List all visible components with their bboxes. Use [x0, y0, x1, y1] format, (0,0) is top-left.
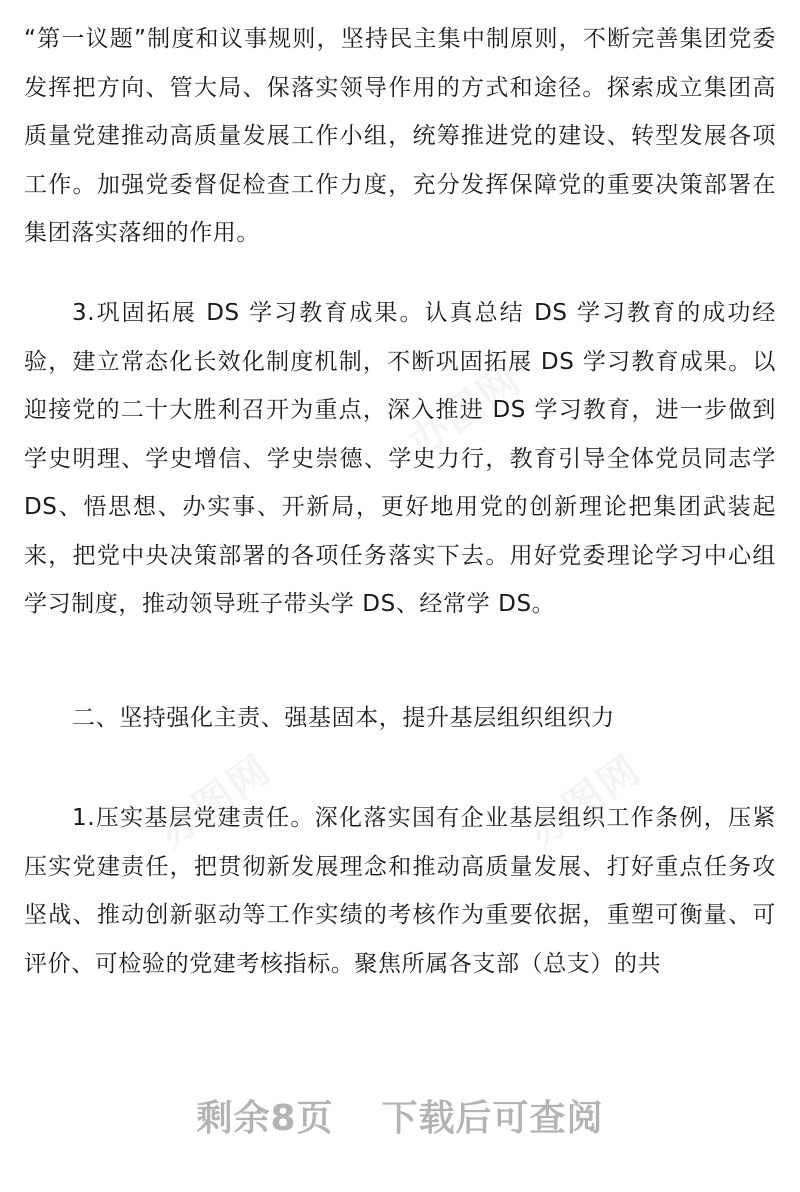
watermark-logo-1: 办图网	[400, 356, 530, 467]
download-prompt-label[interactable]: 下载后可查阅	[381, 1098, 604, 1139]
paragraph-consolidate-ds-learning: 3.巩固拓展 DS 学习教育成果。认真总结 DS 学习教育的成功经验，建立常态化长效化制度机制，不断巩固拓展 DS 学习教育成果。以迎接党的二十大胜利召开为重点，深入推进 DS 学习教育，进一步做到学史明理、学史增信、学史崇德、学史力行，教育引导全体党员同志学 DS、悟思想、办实事、开新局，更好地用党的创新理论把集团武装起来，把党中央决策部署的各项任务落实下去。用好党委理论学习中心组学习制度，推动领导班子带头学 DS、经常学 DS。	[24, 300, 776, 617]
remaining-pages-label: 剩余8页	[196, 1098, 334, 1139]
section-heading-grassroots: 二、坚持强化主责、强基固本，提升基层组织组织力	[72, 705, 615, 731]
paragraph-grassroots-responsibility: 1.压实基层党建责任。深化落实国有企业基层组织工作条例，压紧压实党建责任，把贯彻新发展理念和推动高质量发展、打好重点任务攻坚战、推动创新驱动等工作实绩的考核作为重要依据，重塑可衡量、可评价、可检验的党建考核指标。聚焦所属各支部（总支）的共	[24, 805, 776, 977]
download-banner[interactable]	[0, 1090, 800, 1141]
paragraph-party-committee-rules: “第一议题”制度和议事规则，坚持民主集中制原则，不断完善集团党委发挥把方向、管大局、保落实领导作用的方式和途径。探索成立集团高质量党建推动高质量发展工作小组，统筹推进党的建设、转型发展各项工作。加强党委督促检查工作力度，充分发挥保障党的重要决策部署在集团落实落细的作用。	[24, 26, 776, 246]
watermark-logo-2: 办图网	[150, 746, 280, 857]
watermark-logo-3: 办图网	[520, 746, 650, 857]
